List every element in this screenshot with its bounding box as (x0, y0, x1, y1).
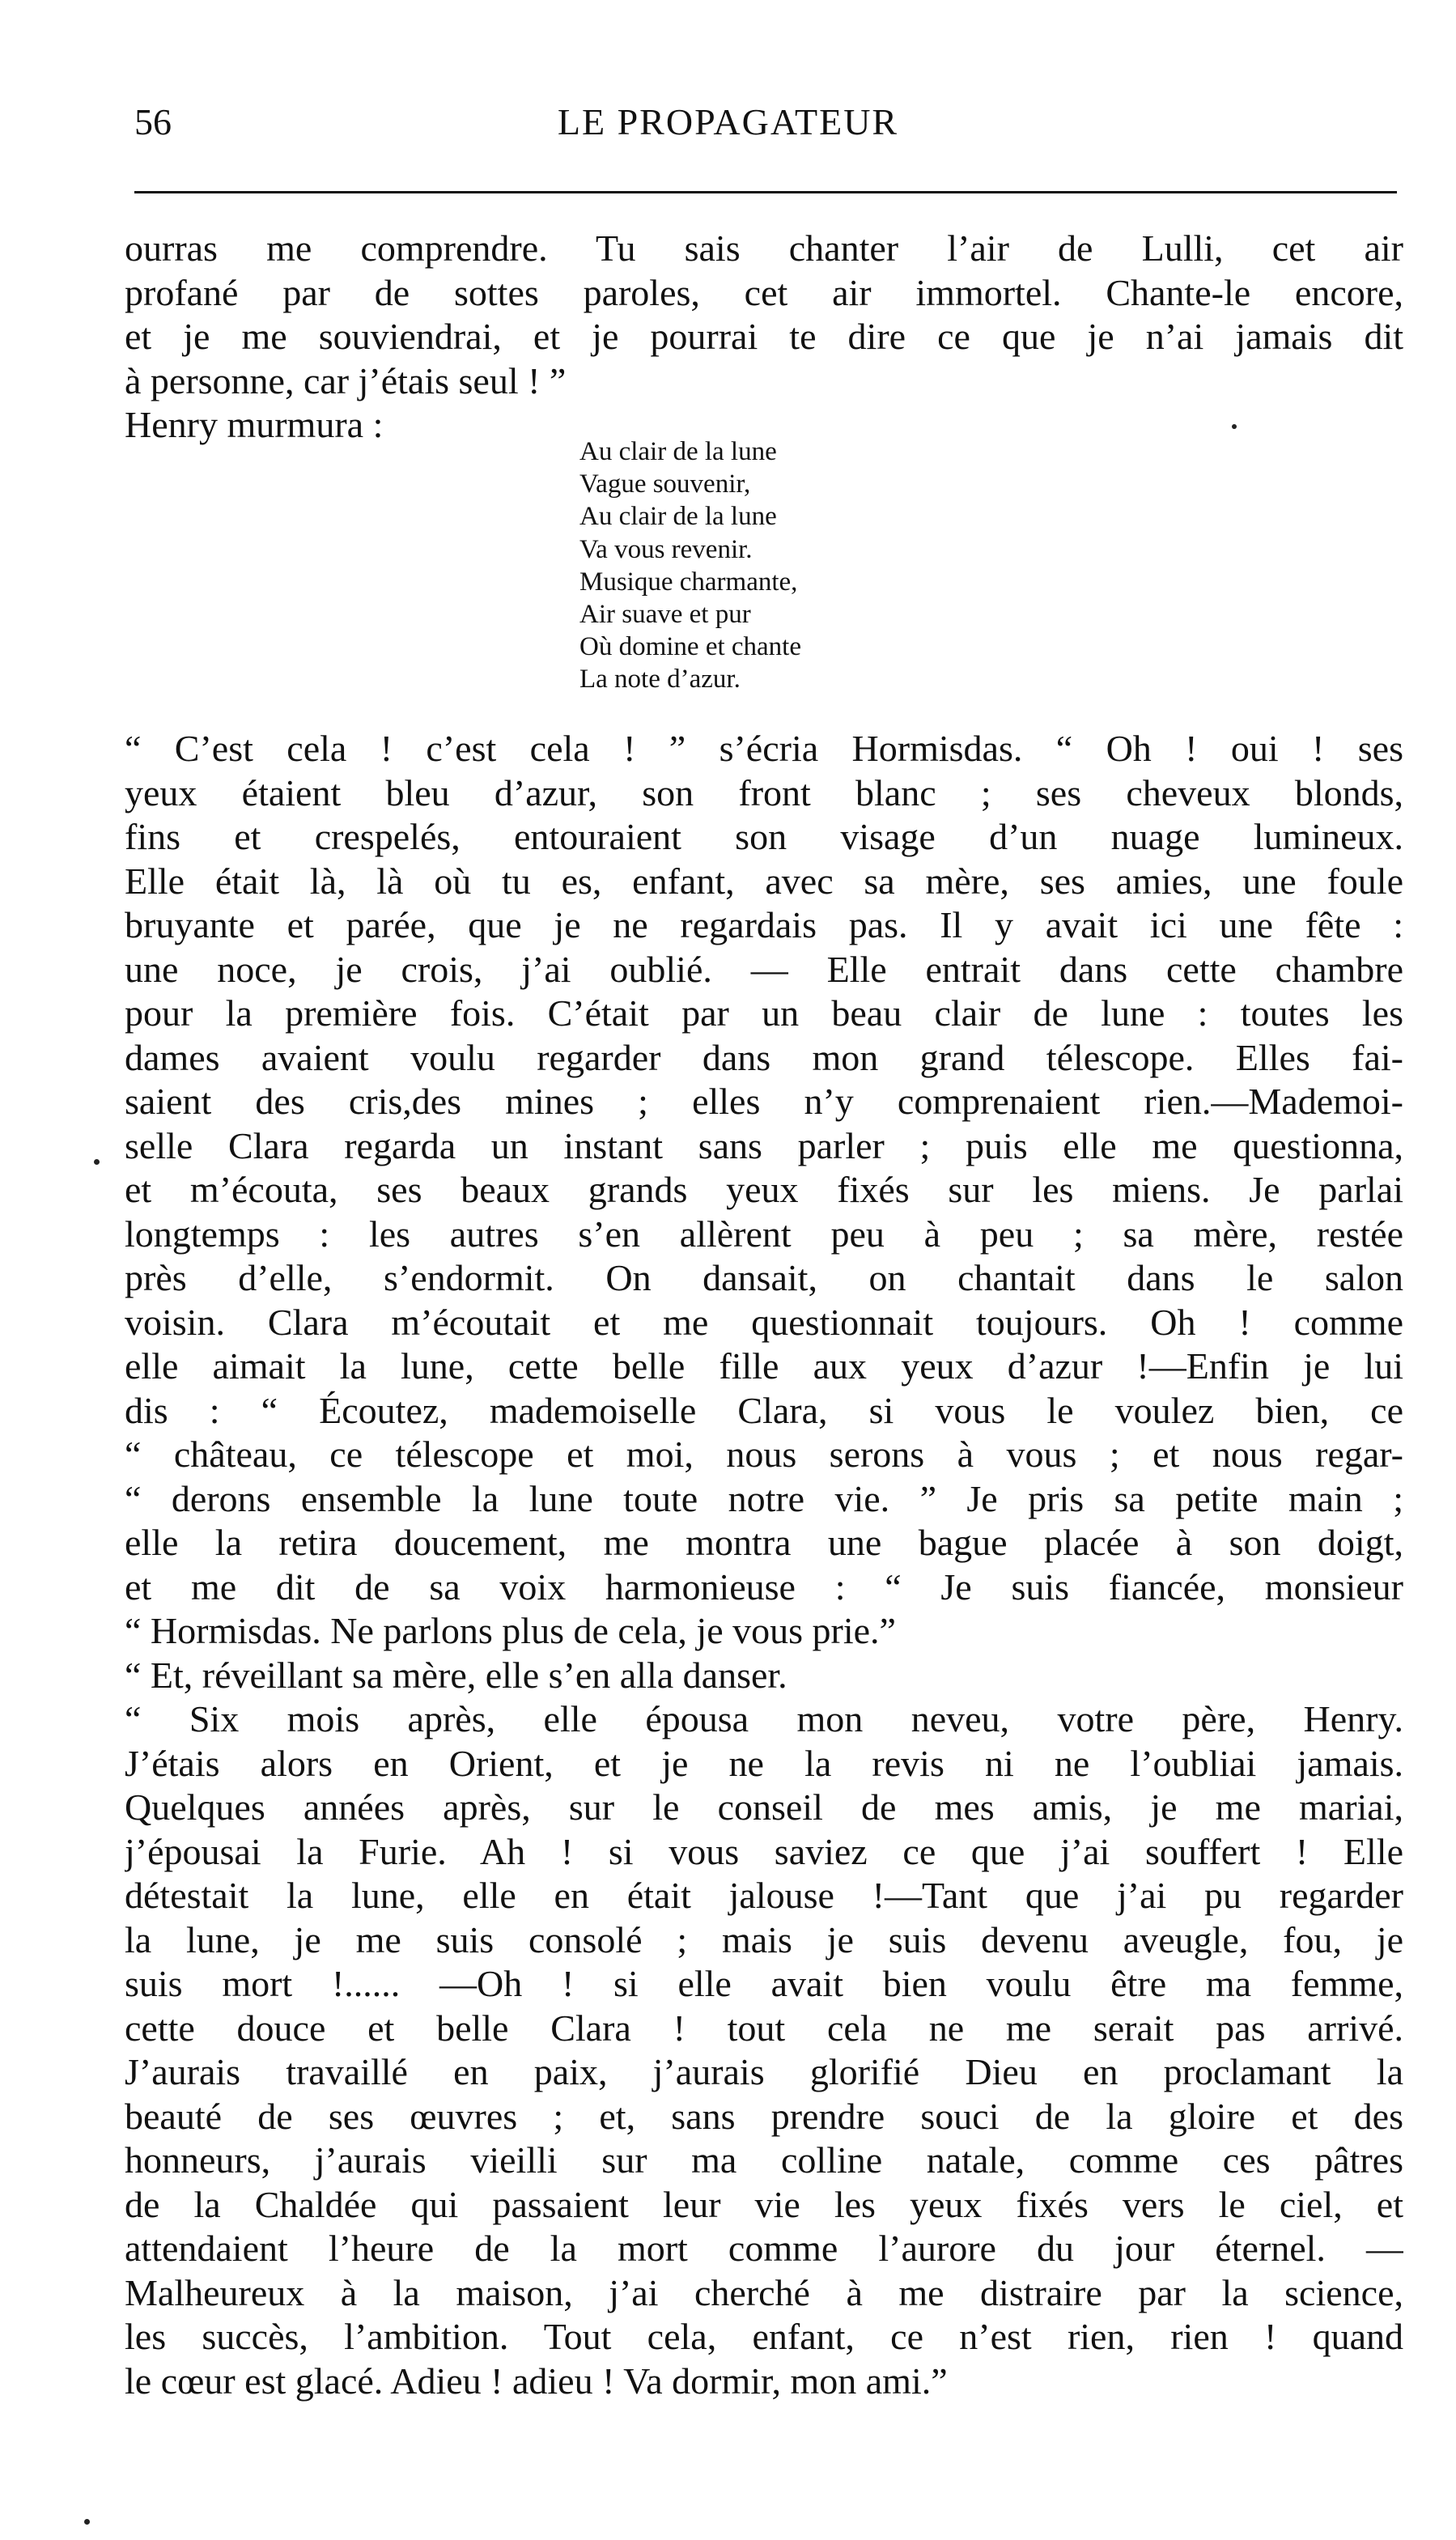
text-line: les succès, l’ambition. Tout cela, enfant, ce n’est rien, rien ! quand (125, 2316, 1403, 2357)
text-line: Henry murmura : (125, 404, 384, 445)
text-line: “ derons ensemble la lune toute notre vie. ” Je pris sa petite main ; (125, 1477, 1403, 1519)
text-line: la lune, je me suis consolé ; mais je suis devenu aveugle, fou, je (125, 1918, 1403, 1960)
text-line: et je me souviendrai, et je pourrai te dire ce que je n’ai jamais dit (125, 316, 1403, 357)
page-number: 56 (134, 101, 172, 142)
text-line: Quelques années après, sur le conseil de mes amis, je me mariai, (125, 1786, 1403, 1828)
text-line: de la Chaldée qui passaient leur vie les yeux fixés vers le ciel, et (125, 2183, 1403, 2225)
text-line: attendaient l’heure de la mort comme l’aurore du jour éternel. — (125, 2228, 1403, 2269)
text-line: “ château, ce télescope et moi, nous serons à vous ; et nous regar- (125, 1434, 1403, 1475)
running-head-title: LE PROPAGATEUR (557, 101, 899, 142)
text-line: et me dit de sa voix harmonieuse : “ Je suis fiancée, monsieur (125, 1565, 1403, 1608)
text-line: près d’elle, s’endormit. On dansait, on chantait dans le salon (125, 1257, 1403, 1298)
text-line: “ Et, réveillant sa mère, elle s’en alla danser. (125, 1654, 787, 1696)
text-line: J’étais alors en Orient, et je ne la revis ni ne l’oubliai jamais. (125, 1742, 1403, 1784)
text-line: saient des cris,des mines ; elles n’y comprenaient rien.—Mademoi- (125, 1081, 1403, 1122)
text-line: détestait la lune, elle en était jalouse !—Tant que j’ai pu regarder (125, 1875, 1403, 1916)
text-line: dames avaient voulu regarder dans mon grand télescope. Elles fai- (125, 1036, 1403, 1078)
header-rule (134, 191, 1397, 193)
text-line: “ Six mois après, elle épousa mon neveu, votre père, Henry. (125, 1698, 1403, 1739)
text-line: “ Hormisdas. Ne parlons plus de cela, je vous prie.” (125, 1610, 896, 1651)
text-line: bruyante et parée, que je ne regardais pas. Il y avait ici une fête : (125, 904, 1403, 945)
text-line: elle aimait la lune, cette belle fille aux yeux d’azur !—Enfin je lui (125, 1345, 1403, 1387)
text-line: Elle était là, là où tu es, enfant, avec sa mère, ses amies, une foule (125, 860, 1403, 902)
text-line: suis mort !...... —Oh ! si elle avait bien voulu être ma femme, (125, 1963, 1403, 2004)
text-line: et m’écouta, ses beaux grands yeux fixés sur les miens. Je parlai (125, 1169, 1403, 1210)
poem-line: Va vous revenir. (579, 534, 753, 564)
text-line: longtemps : les autres s’en allèrent peu à peu ; sa mère, restée (125, 1213, 1403, 1255)
poem-line: Au clair de la lune (579, 502, 777, 532)
body-text (125, 727, 1403, 2403)
text-line: voisin. Clara m’écoutait et me questionnait toujours. Oh ! comme (125, 1301, 1403, 1343)
text-line: yeux étaient bleu d’azur, son front blanc ; ses cheveux blonds, (125, 771, 1403, 813)
poem-line: Au clair de la lune (579, 437, 777, 466)
poem-line: Où domine et chante (579, 632, 801, 662)
text-line: Malheureux à la maison, j’ai cherché à me distraire par la science, (125, 2271, 1403, 2313)
text-line: elle la retira doucement, me montra une bague placée à son doigt, (125, 1522, 1403, 1563)
text-line: à personne, car j’étais seul ! ” (125, 359, 567, 401)
text-line: J’aurais travaillé en paix, j’aurais glorifié Dieu en proclamant la (125, 2051, 1403, 2092)
text-line: j’épousai la Furie. Ah ! si vous saviez ce que j’ai souffert ! Elle (125, 1830, 1403, 1872)
print-speck (1232, 424, 1237, 429)
text-line: ourras me comprendre. Tu sais chanter l’air de Lulli, cet air (125, 227, 1403, 269)
poem-line: Musique charmante, (579, 567, 798, 597)
text-line: dis : “ Écoutez, mademoiselle Clara, si vous le voulez bien, ce (125, 1389, 1403, 1431)
text-line: beauté de ses œuvres ; et, sans prendre souci de la gloire et des (125, 2095, 1403, 2137)
text-line: cette douce et belle Clara ! tout cela ne me serait pas arrivé. (125, 2007, 1403, 2049)
poem-line: La note d’azur. (579, 665, 741, 694)
text-line: fins et crespelés, entouraient son visage d’un nuage lumineux. (125, 816, 1403, 857)
text-line: pour la première fois. C’était par un beau clair de lune : toutes les (125, 992, 1403, 1034)
print-speck (84, 2519, 90, 2525)
poem-line: Vague souvenir, (579, 469, 751, 499)
text-line: une noce, je crois, j’ai oublié. — Elle entrait dans cette chambre (125, 948, 1403, 990)
poem-line: Air suave et pur (579, 599, 751, 629)
text-line: profané par de sottes paroles, cet air immortel. Chante-le encore, (125, 271, 1403, 313)
text-line: honneurs, j’aurais vieilli sur ma colline natale, comme ces pâtres (125, 2139, 1403, 2181)
poem-verse (579, 435, 1000, 696)
text-line: le cœur est glacé. Adieu ! adieu ! Va dormir, mon ami.” (125, 2359, 948, 2402)
text-line: “ C’est cela ! c’est cela ! ” s’écria Hormisdas. “ Oh ! oui ! ses (125, 728, 1403, 769)
print-speck (94, 1159, 100, 1165)
text-line: selle Clara regarda un instant sans parler ; puis elle me questionna, (125, 1124, 1403, 1166)
intro-paragraph (125, 227, 1403, 448)
